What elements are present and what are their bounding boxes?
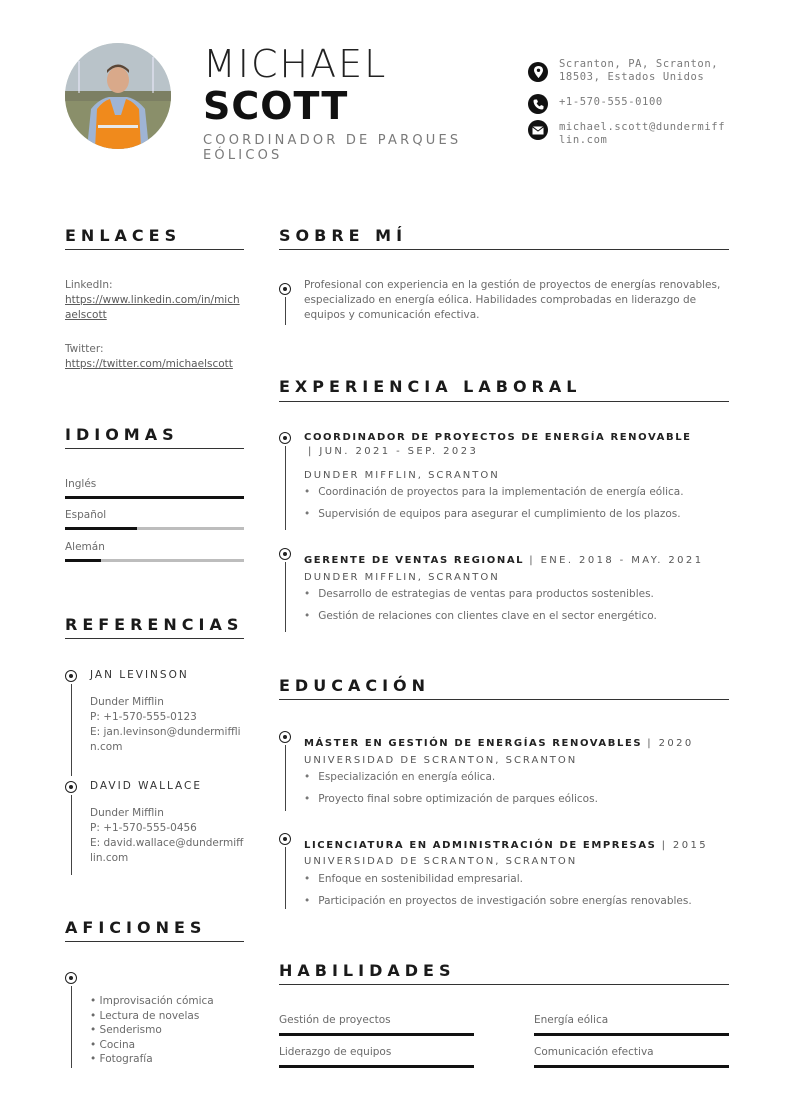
- contact-address: Scranton, PA, Scranton, 18503, Estados Unidos: [559, 58, 719, 83]
- reference-email[interactable]: E: david.wallace@dundermifflin.com: [90, 837, 244, 864]
- job-company: DUNDER MIFFLIN, SCRANTON: [304, 470, 500, 481]
- timeline-dot-icon: [279, 432, 291, 444]
- timeline-line: [71, 986, 72, 1068]
- job-title: COORDINADOR DE PARQUES EÓLICOS: [203, 133, 462, 163]
- language-name: Español: [65, 509, 107, 521]
- links-rule: [65, 249, 244, 250]
- timeline-dot-icon: [65, 781, 77, 793]
- link-linkedin[interactable]: [65, 278, 244, 323]
- education-degree: MÁSTER EN GESTIÓN DE ENERGÍAS RENOVABLES: [304, 738, 643, 749]
- job-bullet: • Supervisión de equipos para asegurar el cumplimiento de los plazos.: [304, 508, 681, 520]
- education-bullet: • Especialización en energía eólica.: [304, 771, 495, 783]
- education-header: [304, 833, 708, 852]
- education-bullet: • Enfoque en sostenibilidad empresarial.: [304, 873, 523, 885]
- references-heading: REFERENCIAS: [65, 615, 244, 634]
- map-pin-icon: [528, 62, 548, 82]
- profile-photo: [65, 43, 171, 149]
- education-year: | 2020: [647, 738, 694, 749]
- education-degree: LICENCIATURA EN ADMINISTRACIÓN DE EMPRESAS: [304, 840, 657, 851]
- link-twitter-label: Twitter:: [65, 343, 104, 355]
- timeline-dot-icon: [279, 731, 291, 743]
- experience-heading: EXPERIENCIA LABORAL: [279, 377, 582, 396]
- education-bullet: • Participación en proyectos de investigación sobre energías renovables.: [304, 895, 692, 907]
- language-bar-fill: [65, 559, 101, 562]
- timeline-line: [71, 795, 72, 875]
- reference-name: DAVID WALLACE: [90, 780, 203, 792]
- timeline-dot-icon: [65, 972, 77, 984]
- skill-bar-fill: [279, 1033, 474, 1036]
- reference-email[interactable]: E: jan.levinson@dundermifflin.com: [90, 726, 241, 753]
- job-role: GERENTE DE VENTAS REGIONAL: [304, 555, 525, 566]
- skill-name: Liderazgo de equipos: [279, 1046, 392, 1058]
- job-header: [304, 548, 703, 567]
- skill-bar-fill: [534, 1065, 729, 1068]
- timeline-dot-icon: [279, 548, 291, 560]
- about-heading: SOBRE MÍ: [279, 226, 408, 245]
- timeline-line: [285, 297, 286, 325]
- job-dates: | JUN. 2021 - SEP. 2023: [308, 446, 479, 457]
- timeline-dot-icon: [279, 283, 291, 295]
- skill-name: Gestión de proyectos: [279, 1014, 391, 1026]
- language-bar-fill: [65, 496, 244, 499]
- language-name: Inglés: [65, 478, 97, 490]
- language-bar-fill: [65, 527, 137, 530]
- about-rule: [279, 249, 729, 250]
- languages-heading: IDIOMAS: [65, 425, 179, 444]
- references-rule: [65, 638, 244, 639]
- languages-rule: [65, 448, 244, 449]
- education-year: | 2015: [661, 840, 708, 851]
- education-school: UNIVERSIDAD DE SCRANTON, SCRANTON: [304, 856, 578, 867]
- hobby-item: • Improvisación cómica: [90, 995, 214, 1007]
- about-text: Profesional con experiencia en la gestión de proyectos de energías renovables, especializado en energía eólica. Habilidades comprobadas en liderazgo de equipos y comunicación efectiva.: [304, 279, 721, 321]
- reference-company: Dunder Mifflin: [90, 807, 164, 819]
- job-role: COORDINADOR DE PROYECTOS DE ENERGÍA RENOVABLE: [304, 432, 692, 443]
- contact-phone[interactable]: +1-570-555-0100: [559, 96, 663, 108]
- education-rule: [279, 699, 729, 700]
- language-bar: [65, 496, 244, 499]
- reference-phone[interactable]: P: +1-570-555-0456: [90, 822, 197, 834]
- timeline-dot-icon: [65, 670, 77, 682]
- job-company: DUNDER MIFFLIN, SCRANTON: [304, 572, 500, 583]
- skill-bar: [279, 1065, 474, 1068]
- link-twitter-url[interactable]: https://twitter.com/michaelscott: [65, 358, 233, 370]
- hobby-item: • Fotografía: [90, 1053, 153, 1065]
- skills-heading: HABILIDADES: [279, 961, 456, 980]
- experience-rule: [279, 401, 729, 402]
- reference-name: JAN LEVINSON: [90, 669, 189, 681]
- reference-company: Dunder Mifflin: [90, 696, 164, 708]
- reference-phone[interactable]: P: +1-570-555-0123: [90, 711, 197, 723]
- language-bar: [65, 527, 244, 530]
- skill-name: Energía eólica: [534, 1014, 609, 1026]
- skill-bar: [279, 1033, 474, 1036]
- first-name: MICHAEL: [203, 42, 388, 86]
- timeline-line: [71, 684, 72, 776]
- job-bullet: • Desarrollo de estrategias de ventas para productos sostenibles.: [304, 588, 654, 600]
- hobbies-heading: AFICIONES: [65, 918, 207, 937]
- reference-details: [90, 806, 244, 866]
- envelope-icon: [528, 120, 548, 140]
- hobby-item: • Senderismo: [90, 1024, 162, 1036]
- timeline-line: [285, 847, 286, 909]
- skill-bar: [534, 1065, 729, 1068]
- timeline-dot-icon: [279, 833, 291, 845]
- skill-bar: [534, 1033, 729, 1036]
- contact-email[interactable]: michael.scott@dundermifflin.com: [559, 121, 726, 146]
- job-bullet: • Coordinación de proyectos para la implementación de energía eólica.: [304, 486, 684, 498]
- reference-details: [90, 695, 244, 755]
- job-dates: | ENE. 2018 - MAY. 2021: [529, 555, 704, 566]
- hobby-item: • Lectura de novelas: [90, 1009, 200, 1022]
- education-header: [304, 731, 694, 750]
- link-twitter[interactable]: [65, 342, 244, 372]
- education-school: UNIVERSIDAD DE SCRANTON, SCRANTON: [304, 755, 578, 766]
- link-linkedin-label: LinkedIn:: [65, 279, 113, 291]
- skill-name: Comunicación efectiva: [534, 1046, 654, 1058]
- education-bullet: • Proyecto final sobre optimización de parques eólicos.: [304, 793, 598, 805]
- skills-rule: [279, 984, 729, 985]
- hobby-item: • Cocina: [90, 1038, 136, 1051]
- timeline-line: [285, 562, 286, 632]
- hobbies-rule: [65, 941, 244, 942]
- timeline-line: [285, 745, 286, 811]
- hobbies-list: [90, 994, 214, 1067]
- timeline-line: [285, 446, 286, 530]
- language-bar: [65, 559, 244, 562]
- last-name: SCOTT: [203, 84, 349, 128]
- education-heading: EDUCACIÓN: [279, 676, 431, 695]
- skill-bar-fill: [279, 1065, 474, 1068]
- job-bullet: • Gestión de relaciones con clientes clave en el sector energético.: [304, 610, 657, 622]
- language-name: Alemán: [65, 541, 105, 553]
- link-linkedin-url[interactable]: https://www.linkedin.com/in/michaelscott: [65, 294, 240, 321]
- phone-icon: [528, 94, 548, 114]
- links-heading: ENLACES: [65, 226, 182, 245]
- skill-bar-fill: [534, 1033, 729, 1036]
